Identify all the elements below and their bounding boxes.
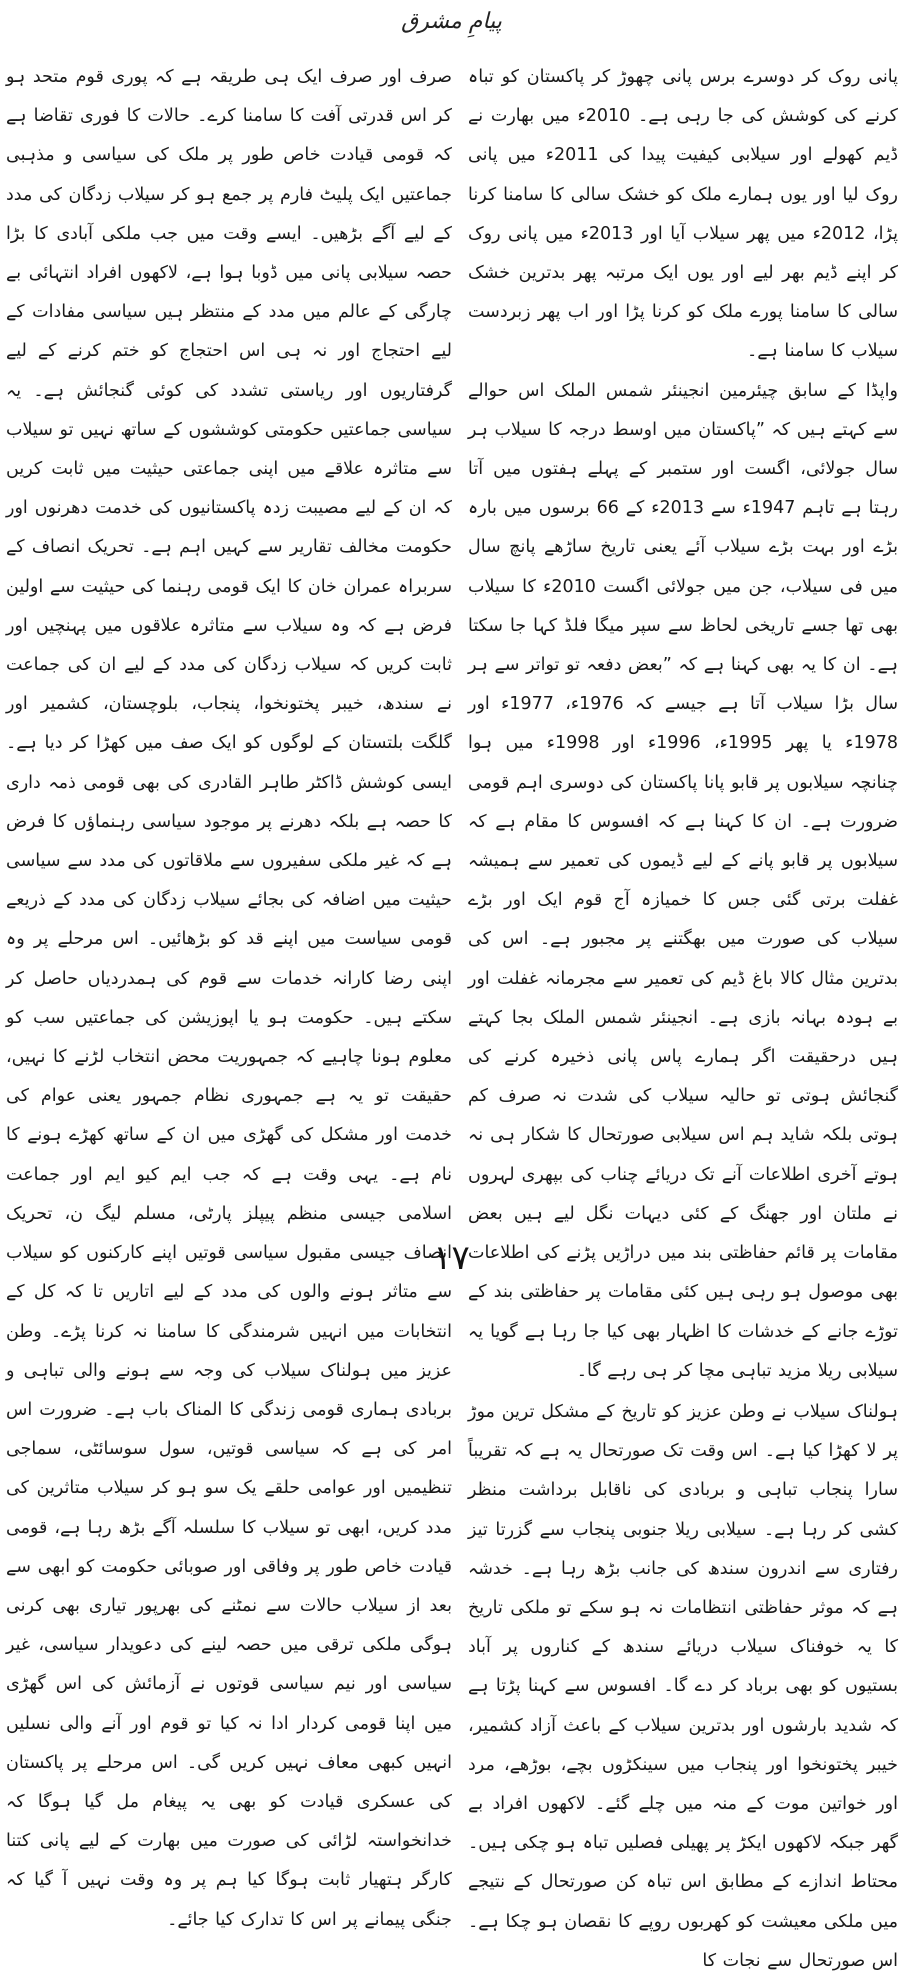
paragraph: واپڈا کے سابق چیئرمین انجینئر شمس الملک اس حوالے سے کہتے ہیں کہ ”پاکستان میں اوسط درجہ کا سیلاب ہر سال جولائی، اگست اور ستمبر کے پہلے ہفتوں میں آتا رہتا ہے تاہم 1947ء سے 2013ء کے 66 برسوں میں بارہ بڑے اور بہت بڑے سیلاب آئے یعنی تاریخ ساڑھے پانچ سال میں فی سیلاب، جن میں جولائی اگست 2010ء کا سیلاب بھی تھا جسے تاریخی لحاظ سے سپر میگا فلڈ کہا جا سکتا ہے۔ ان کا یہ بھی کہنا ہے کہ ”بعض دفعہ تو تواتر سے ہر سال بڑا سیلاب آتا ہے جیسے کہ 1976ء، 1977ء اور 1978ء یا پھر 1995ء، 1996ء اور 1998ء میں ہوا چنانچہ سیلابوں پر قابو پانا پاکستان کی دوسری اہم قومی ضرورت ہے۔ ان کا کہنا ہے کہ افسوس کا مقام ہے کہ سیلابوں پر قابو پانے کے لیے ڈیموں کی تعمیر سے ہمیشہ غفلت برتی گئی جس کا خمیازہ آج قوم ایک اور بڑے سیلاب کی صورت میں بھگتنے پر مجبور ہے۔ اس کی بدترین مثال کالا باغ ڈیم کی تعمیر سے مجرمانہ غفلت اور بے ہودہ بہانہ بازی ہے۔ انجینئر شمس الملک بجا کہتے ہیں درحقیقت اگر ہمارے پاس پانی ذخیرہ کرنے کی گنجائش ہوتی تو حالیہ سیلاب کی شدت نہ صرف کم ہوتی بلکہ شاید ہم اس سیلابی صورتحال کا شکار ہی نہ ہوتے آخری اطلاعات آنے تک دریائے چناب کی بپھری لہروں نے ملتان اور جھنگ کے کئی دیہات نگل لیے ہیں بعض مقامات پر قائم حفاظتی بند میں دراڑیں پڑنے کی اطلاعات بھی موصول ہو رہی ہیں کئی مقامات پر حفاظتی بند کے توڑے جانے کے خدشات کا اظہار بھی کیا جا رہا ہے گویا یہ سیلابی ریلا مزید تباہی مچا کر ہی رہے گا۔: [468, 380, 898, 1381]
masthead-title: پیامِ مشرق: [401, 9, 502, 34]
article-column-left: [6, 58, 452, 1940]
article-column-right: [468, 58, 898, 1981]
paragraph: پانی روک کر دوسرے برس پانی چھوڑ کر پاکستان کو تباہ کرنے کی کوشش کی جا رہی ہے۔ 2010ء میں بھارت نے ڈیم کھولے اور سیلابی کیفیت پیدا کی 2011ء میں پانی روک لیا اور یوں ہمارے ملک کو خشک سالی کا سامنا کرنا پڑا، 2012ء میں پھر سیلاب آیا اور 2013ء میں پانی روک کر اپنے ڈیم بھر لیے اور یوں ایک مرتبہ پھر بدترین خشک سالی کا سامنا پورے ملک کو کرنا پڑا اور اب پھر زبردست سیلاب کا سامنا ہے۔: [468, 67, 899, 362]
page-number: ۱۷: [433, 1238, 470, 1278]
paragraph: ہولناک سیلاب نے وطن عزیز کو تاریخ کے مشکل ترین موڑ پر لا کھڑا کیا ہے۔ اس وقت تک صورتحال یہ ہے کہ تقریباً سارا پنجاب تباہی و بربادی کی ناقابل برداشت منظر کشی کر رہا ہے۔ سیلابی ریلا جنوبی پنجاب سے گزرتا تیز رفتاری سے اندرون سندھ کی جانب بڑھ رہا ہے۔ خدشہ ہے کہ موثر حفاظتی انتظامات نہ ہو سکے تو ملکی تاریخ کا یہ خوفناک سیلاب دریائے سندھ کے کناروں پر آباد بستیوں کو بھی برباد کر دے گا۔ افسوس سے کہنا پڑتا ہے کہ شدید بارشوں اور بدترین سیلاب کے باعث آزاد کشمیر، خیبر پختونخوا اور پنجاب میں سینکڑوں بچے، بوڑھے، مرد اور خواتین موت کے منہ میں چلے گئے۔ لاکھوں افراد بے گھر جبکہ لاکھوں ایکڑ پر پھیلی فصلیں تباہ ہو چکی ہیں۔ محتاط اندازے کے مطابق اس تباہ کن صورتحال کے نتیجے میں ملکی معیشت کو کھربوں روپے کا نقصان ہو چکا ہے۔ اس صورتحال سے نجات کا: [468, 1401, 898, 1971]
paragraph: صرف اور صرف ایک ہی طریقہ ہے کہ پوری قوم متحد ہو کر اس قدرتی آفت کا سامنا کرے۔ حالات کا فوری تقاضا ہے کہ قومی قیادت خاص طور پر ملک کی سیاسی و مذہبی جماعتیں ایک پلیٹ فارم پر جمع ہو کر سیلاب زدگان کی مدد کے لیے آگے بڑھیں۔ ایسے وقت میں جب ملکی آبادی کا بڑا حصہ سیلابی پانی میں ڈوبا ہوا ہے، لاکھوں افراد انتہائی بے چارگی کے عالم میں مدد کے منتظر ہیں سیاسی مفادات کے لیے احتجاج اور نہ ہی اس احتجاج کو ختم کرنے کے لیے گرفتاریوں اور ریاستی تشدد کی کوئی گنجائش ہے۔ یہ سیاسی جماعتیں حکومتی کوششوں کے ساتھ نہیں تو سیلاب سے متاثرہ علاقے میں اپنی جماعتی حیثیت میں ثابت کریں کہ ان کے لیے مصیبت زدہ پاکستانیوں کی خدمت دھرنوں اور حکومت مخالف تقاریر سے کہیں اہم ہے۔ تحریک انصاف کے سربراہ عمران خان کا ایک قومی رہنما کی حیثیت سے اولین فرض ہے کہ وہ سیلاب سے متاثرہ علاقوں میں پہنچیں اور ثابت کریں کہ سیلاب زدگان کی مدد کے لیے ان کی جماعت نے سندھ، خیبر پختونخوا، پنجاب، بلوچستان، کشمیر اور گلگت بلتستان کے لوگوں کو ایک صف میں کھڑا کر دیا ہے۔ ایسی کوشش ڈاکٹر طاہر القادری کی بھی قومی ذمہ داری کا حصہ ہے بلکہ دھرنے پر موجود سیاسی رہنماؤں کا فرض ہے کہ غیر ملکی سفیروں سے ملاقاتوں کی مدد سے سیاسی حیثیت میں اضافہ کی بجائے سیلاب زدگان کی مدد کے ذریعے قومی سیاست میں اپنے قد کو بڑھائیں۔ اس مرحلے پر وہ اپنی رضا کارانہ خدمات سے قوم کی ہمدردیاں حاصل کر سکتے ہیں۔ حکومت ہو یا اپوزیشن کی جماعتیں سب کو معلوم ہونا چاہیے کہ جمہوریت محض انتخاب لڑنے کا نہیں، حقیقت تو یہ ہے جمہوری نظام جمہور یعنی عوام کی خدمت اور مشکل کی گھڑی میں ان کے ساتھ کھڑے ہونے کا نام ہے۔ یہی وقت ہے کہ جب ایم کیو ایم اور جماعت اسلامی جیسی منظم پیپلز پارٹی، مسلم لیگ ن، تحریک انصاف جیسی مقبول سیاسی قوتیں اپنے کارکنوں کو سیلاب سے متاثر ہونے والوں کی مدد کے لیے اتاریں تا کہ کل کے انتخابات میں انہیں شرمندگی کا سامنا نہ کرنا پڑے۔ وطن عزیز میں ہولناک سیلاب کی وجہ سے ہونے والی تباہی و بربادی ہماری قومی زندگی کا المناک باب ہے۔ ضرورت اس امر کی ہے کہ سیاسی قوتیں، سول سوسائٹی، سماجی تنظیمیں اور عوامی حلقے یک سو ہو کر سیلاب متاثرین کی مدد کریں، ابھی تو سیلاب کا سلسلہ آگے بڑھ رہا ہے، قومی قیادت خاص طور پر وفاقی اور صوبائی حکومت کو ابھی سے بعد از سیلاب حالات سے نمٹنے کی بھرپور تیاری بھی کرنی ہوگی ملکی ترقی میں حصہ لینے کی دعویدار سیاسی، غیر سیاسی اور نیم سیاسی قوتوں نے آزمائش کی اس گھڑی میں اپنا قومی کردار ادا نہ کیا تو قوم اور آنے والی نسلیں انہیں کبھی معاف نہیں کریں گی۔ اس مرحلے پر پاکستان کی عسکری قیادت کو بھی یہ پیغام مل گیا ہوگا کہ خدانخواستہ لڑائی کی صورت میں بھارت کے لیے پانی کتنا کارگر ہتھیار ثابت ہوگا کیا ہم پر وہ وقت نہیں آ گیا کہ جنگی پیمانے پر اس کا تدارک کیا جائے۔: [6, 67, 452, 1930]
